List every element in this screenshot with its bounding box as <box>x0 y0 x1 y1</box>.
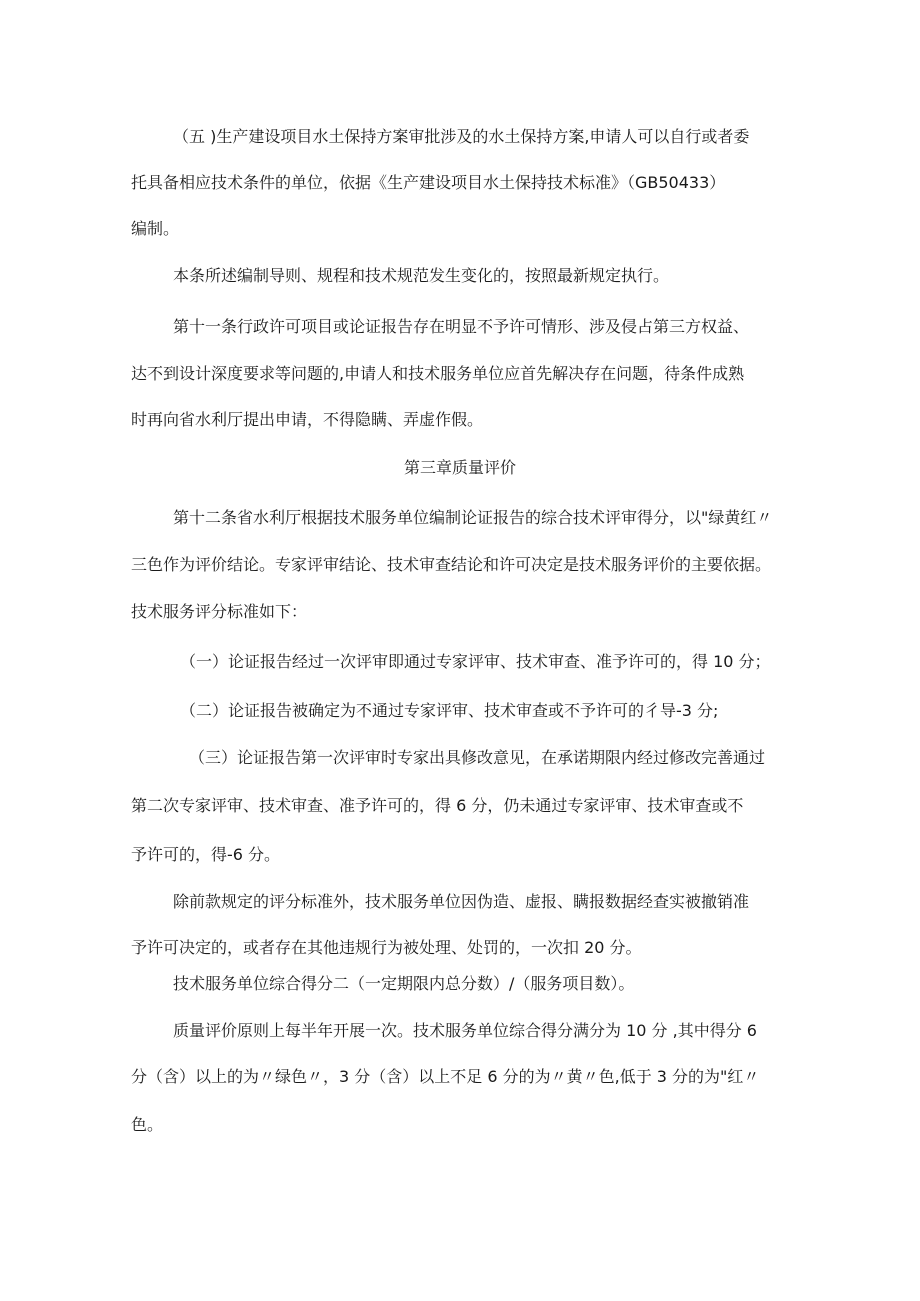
paragraph-1-line-2: 托具备相应技术条件的单位，依据《生产建设项目水土保持技术标准》（GB50433） <box>131 173 726 192</box>
item-1-line-1: （一）论证报告经过一次评审即通过专家评审、技术审查、准予许可的，得 10 分； <box>180 652 771 671</box>
paragraph-3-line-2: 达不到设计深度要求等问题的,申请人和技术服务单位应首先解决存在问题，待条件成熟 <box>131 364 745 383</box>
paragraph-2-line-1: 本条所述编制导则、规程和技术规范发生变化的，按照最新规定执行。 <box>173 266 670 285</box>
item-2-line-1: （二）论证报告被确定为不通过专家评审、技术审查或不予许可的彳导-3 分; <box>180 701 719 720</box>
paragraph-3-line-1: 第十一条行政许可项目或论证报告存在明显不予许可情形、涉及侵占第三方权益、 <box>173 317 750 336</box>
paragraph-5-line-1: 除前款规定的评分标准外，技术服务单位因伪造、虚报、瞒报数据经查实被撤销准 <box>173 892 750 911</box>
paragraph-6-line-1: 技术服务单位综合得分二（一定期限内总分数）/（服务项目数）。 <box>173 974 635 993</box>
chapter-title: 第三章质量评价 <box>403 458 516 477</box>
paragraph-4-line-3: 技术服务评分标准如下： <box>131 602 308 621</box>
item-3-line-1: （三）论证报告第一次评审时专家出具修改意见，在承诺期限内经过修改完善通过 <box>189 748 766 767</box>
paragraph-1-line-1: （五 )生产建设项目水土保持方案审批涉及的水土保持方案,申请人可以自行或者委 <box>173 127 750 146</box>
paragraph-4-line-1: 第十二条省水利厅根据技术服务单位编制论证报告的综合技术评审得分，以"绿黄红〃 <box>173 508 773 527</box>
paragraph-7-line-3: 色。 <box>131 1115 164 1134</box>
paragraph-7-line-1: 质量评价原则上每半年开展一次。技术服务单位综合得分满分为 10 分 ,其中得分 6 <box>173 1021 757 1040</box>
paragraph-7-line-2: 分（含）以上的为〃绿色〃，3 分（含）以上不足 6 分的为〃黄〃色,低于 3 分的为"红〃 <box>131 1067 760 1086</box>
paragraph-1-line-3: 编制。 <box>131 219 180 238</box>
paragraph-5-line-2: 予许可决定的，或者存在其他违规行为被处理、处罚的，一次扣 20 分。 <box>131 938 642 957</box>
paragraph-4-line-2: 三色作为评价结论。专家评审结论、技术审查结论和许可决定是技术服务评价的主要依据。 <box>131 555 772 574</box>
item-3-line-2: 第二次专家评审、技术审查、准予许可的，得 6 分，仍未通过专家评审、技术审查或不 <box>131 796 744 815</box>
item-3-line-3: 予许可的，得-6 分。 <box>131 845 281 864</box>
paragraph-3-line-3: 时再向省水利厅提出申请，不得隐瞒、弄虚作假。 <box>131 410 484 429</box>
